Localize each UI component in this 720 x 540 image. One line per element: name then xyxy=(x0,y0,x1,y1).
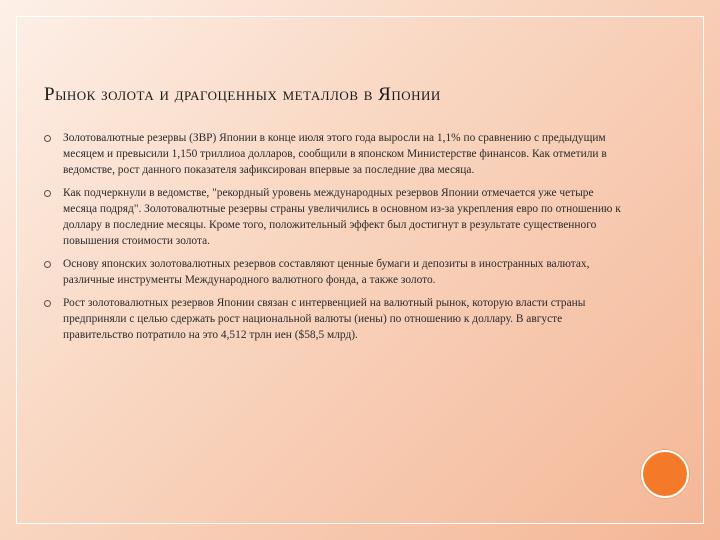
slide-title: Рынок золота и драгоценных металлов в Японии xyxy=(44,84,441,105)
bullet-list xyxy=(44,130,622,350)
bullet-text: Основу японских золотовалютных резервов составляют ценные бумаги и депозиты в иностранных валютах, различные инструменты Международного валютного фонда, а также золото. xyxy=(63,258,590,286)
bullet-icon xyxy=(44,190,51,197)
list-item xyxy=(44,295,622,343)
list-item xyxy=(44,185,622,249)
bullet-icon xyxy=(44,261,51,268)
bullet-icon xyxy=(44,300,51,307)
list-item xyxy=(44,130,622,178)
bullet-icon xyxy=(44,135,51,142)
bullet-text: Рост золотовалютных резервов Японии связан с интервенцией на валютный рынок, которую власти страны предприняли с целью сдержать рост национальной валюты (иены) по отношению к доллару. В августе правительство потратило на это 4,512 трлн иен ($58,5 млрд). xyxy=(63,297,586,341)
decorative-circle-icon xyxy=(641,450,689,498)
bullet-text: Золотовалютные резервы (ЗВР) Японии в конце июля этого года выросли на 1,1% по сравнению с предыдущим месяцем и превысили 1,150 триллиоа долларов, сообщили в японском Министерстве финансов. Как отметили в ведомстве, рост данного показателя зафиксирован впервые за последние два месяца. xyxy=(63,132,607,176)
list-item xyxy=(44,256,622,288)
bullet-text: Как подчеркнули в ведомстве, "рекордный уровень международных резервов Японии отмечается уже четыре месяца подряд". Золотовалютные резервы страны увеличились в основном из-за укрепления евро по отношению к доллару в последние месяцы. Кроме того, положительный эффект был достигнут в результате существенного повышения стоимости золота. xyxy=(63,187,621,247)
